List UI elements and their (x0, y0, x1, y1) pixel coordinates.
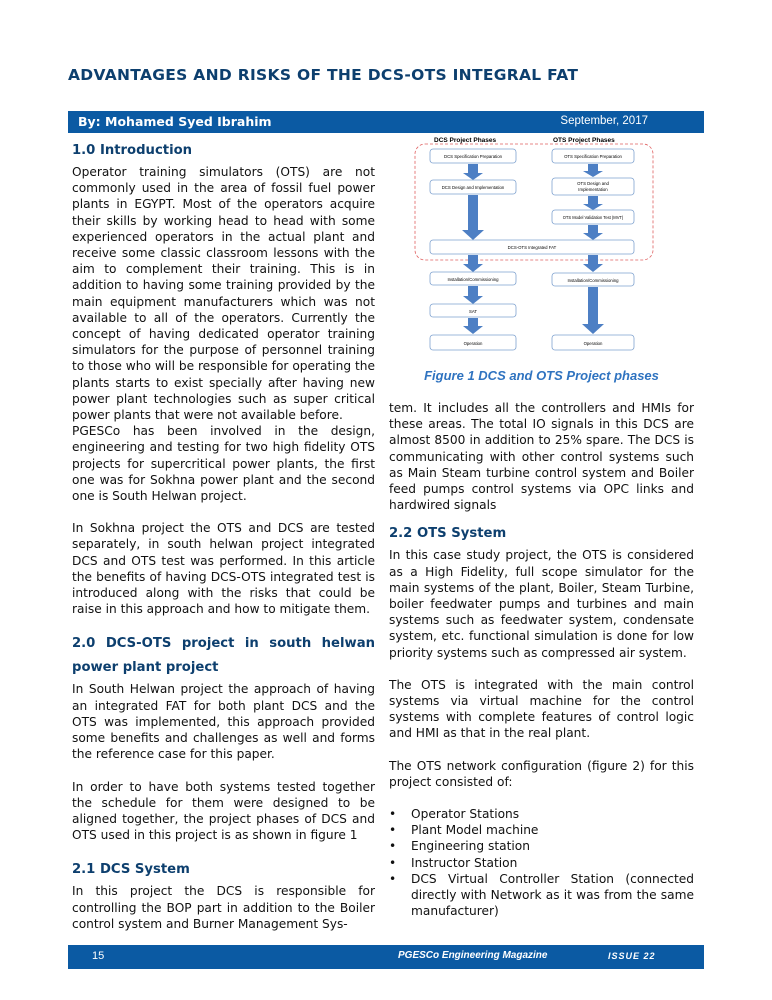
list-item: • Plant Model machine (389, 823, 539, 838)
paragraph: Operator training simulators (OTS) are not commonly used in the area of fossil fuel power plants in EGYPT. Most of the operators acquire their skills by working head to head with some experienced operators in the actual plant and receive some classic classroom lessons with the aim to complement their training. This is in addition to having some training provided by the main equipment manufacturers which was not available to all of the operators. Currently the concept of having dedicated operator training simulators for the purpose of personnel training to those who will be responsible for operating the plants starts to exist specially after having new power plant technologies such as super critical power plants that were not available before. (72, 165, 375, 423)
label-ots-design-a: OTS Design and (577, 181, 609, 186)
section-heading-dcs-ots-project-cont: power plant project (72, 660, 219, 676)
arrow-down-icon (583, 255, 603, 272)
magazine-name: PGESCo Engineering Magazine (398, 950, 548, 961)
left-column (72, 140, 375, 948)
bullet-icon: • (389, 855, 397, 870)
label-operation-ots: Operation (583, 341, 603, 346)
arrow-down-icon (463, 164, 483, 180)
bullet-icon: • (389, 839, 397, 854)
arrow-down-icon (583, 225, 603, 240)
paragraph: The OTS is integrated with the main control systems via virtual machine for the control systems with complete features of control logic and HMI as that in the real plant. (389, 677, 694, 741)
arrow-down-icon (463, 286, 483, 304)
label-ots-spec: OTS Specification Preparation (564, 154, 622, 159)
label-dcs-spec: DCS Specification Preparation (443, 154, 503, 159)
label-integrated-fat: DCS-OTS Integrated FAT (507, 245, 557, 250)
figure-project-phases (412, 134, 656, 356)
figure-caption: Figure 1 DCS and OTS Project phases (424, 368, 659, 383)
list-item: • Engineering station (389, 839, 530, 854)
label-install-ots: Installation/Commissioning (567, 278, 619, 283)
list-item: • Instructor Station (389, 855, 518, 870)
section-heading-ots-system: 2.2 OTS System (389, 526, 507, 542)
section-heading-dcs-system: 2.1 DCS System (72, 862, 190, 878)
ots-column-heading: OTS Project Phases (553, 137, 615, 144)
paragraph: In Sokhna project the OTS and DCS are tested separately, in south helwan project integrated DCS and OTS test was performed. In this article the benefits of having DCS-OTS integrated test is introduced along with the risks that could be raise in this approach and how to mitigate them. (72, 521, 375, 617)
issue-number: ISSUE 22 (608, 951, 656, 961)
arrow-down-icon (463, 255, 483, 272)
byline-bar (68, 111, 704, 133)
paragraph: In order to have both systems tested together the schedule for them were designed to be aligned together, the project phases of DCS and OTS used in this project is as shown in figure 1 (72, 779, 375, 843)
arrow-down-icon (583, 196, 603, 210)
network-config-list (389, 806, 694, 919)
arrow-down-icon (582, 287, 604, 334)
label-install-dcs: Installation/Commissioning (447, 277, 499, 282)
paragraph: The OTS network configuration (figure 2) for this project consisted of: (389, 758, 694, 789)
label-ots-design-b: Implementation (578, 187, 608, 192)
paragraph: In South Helwan project the approach of having an integrated FAT for both plant DCS and the OTS was implemented, this approach provided some benefits and challenges as well and forms the reference case for this paper. (72, 682, 375, 762)
arrow-down-icon (463, 318, 483, 334)
bullet-icon: • (389, 807, 397, 822)
list-item: • DCS Virtual Controller Station (connected directly with Network as it was from the same manufacturer) (389, 871, 694, 919)
dcs-column-heading: DCS Project Phases (434, 137, 497, 144)
arrow-down-icon (462, 195, 484, 240)
right-column (389, 400, 694, 919)
bullet-icon: • (389, 823, 397, 838)
list-item: • Operator Stations (389, 807, 520, 822)
author-name: By: Mohamed Syed Ibrahim (78, 114, 272, 129)
paragraph: In this project the DCS is responsible for controlling the BOP part in addition to the Boiler control system and Burner Management Sys- (72, 884, 375, 931)
paragraph: In this case study project, the OTS is considered as a High Fidelity, full scope simulator for the main systems of the plant, Boiler, Steam Turbine, boiler feedwater pumps and turbines and main systems such as feedwater system, condensate system, etc. functional simulation is done for low priority systems such as compressed air system. (389, 548, 694, 660)
page-number: 15 (92, 950, 105, 962)
page-footer (68, 945, 704, 969)
bullet-icon: • (389, 871, 397, 886)
project-phases-diagram (412, 134, 656, 356)
label-sat: SAT (468, 309, 478, 314)
paragraph: tem. It includes all the controllers and HMIs for these areas. The total IO signals in this DCS are almost 8500 in addition to 25% spare. The DCS is communicating with other control systems such as Main Steam turbine control system and Boiler feed pumps control systems via OPC links and hardwired signals (389, 401, 694, 513)
arrow-down-icon (583, 164, 603, 177)
section-heading-dcs-ots-project: 2.0 DCS-OTS project in south helwan (72, 636, 375, 652)
label-ots-mvt: OTS Model Validation Test (MVT) (562, 215, 624, 220)
article-title: ADVANTAGES AND RISKS OF THE DCS-OTS INTEGRAL FAT (68, 66, 579, 84)
section-heading-introduction: 1.0 Introduction (72, 143, 193, 158)
paragraph: PGESCo has been involved in the design, engineering and testing for two high fidelity OTS projects for supercritical power plants, the first one was for Sokhna power plant and the second one is South Helwan project. (72, 424, 375, 504)
publication-date: September, 2017 (560, 115, 648, 127)
label-dcs-design: DCS Design and Implementation (441, 185, 505, 190)
label-operation-dcs: Operation (463, 341, 483, 346)
